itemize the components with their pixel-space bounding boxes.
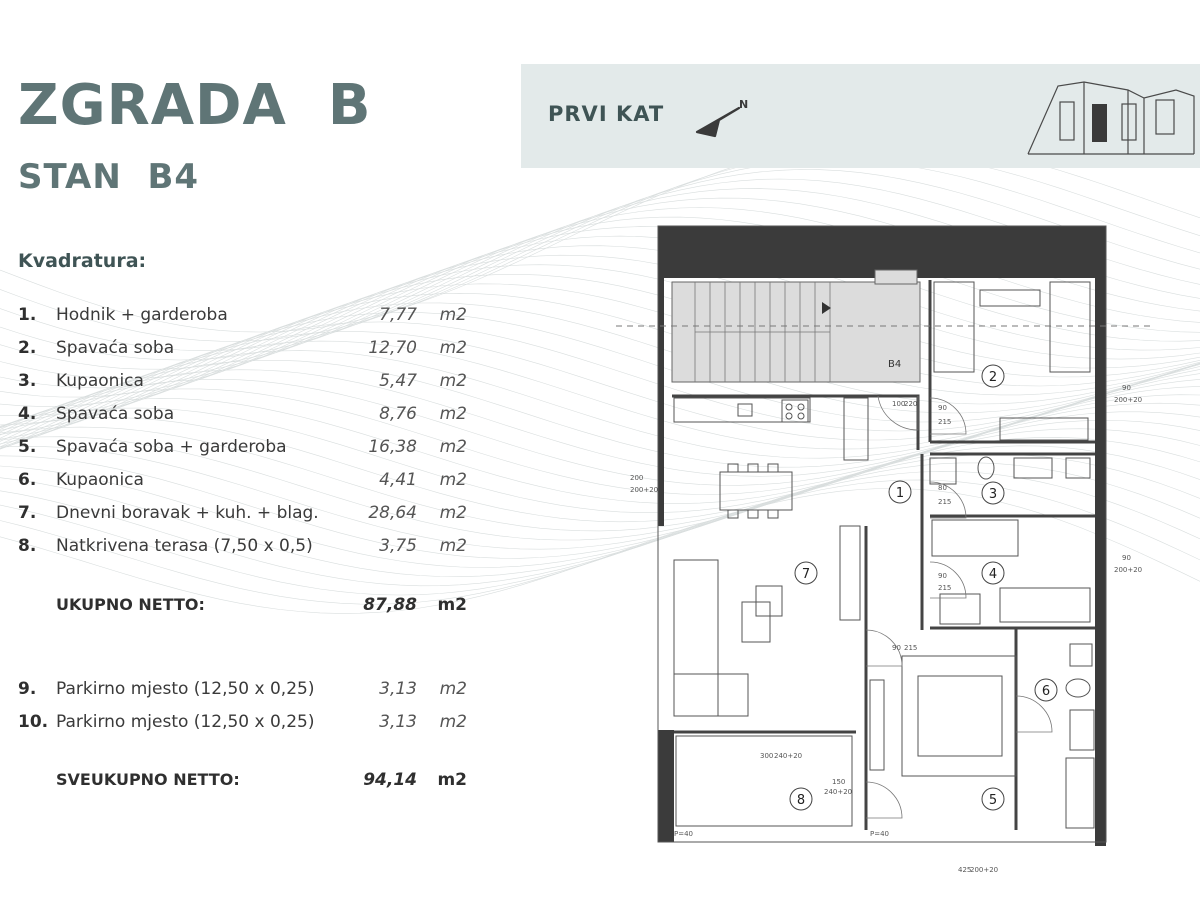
parking-row-10 — [18, 712, 473, 742]
room-name: Parkirno mjesto (12,50 x 0,25) — [56, 679, 315, 699]
room-name: Kupaonica — [56, 470, 144, 490]
dim-label: 90 — [1122, 554, 1131, 562]
dim-label: 90 — [938, 572, 947, 580]
room-row-3 — [18, 371, 473, 401]
dim-label: 200+20 — [630, 486, 659, 494]
room-unit: m2 — [439, 437, 467, 457]
building-key-plan-icon — [1026, 76, 1198, 156]
room-name: Dnevni boravak + kuh. + blag. — [56, 503, 319, 523]
room-number: 1. — [18, 305, 37, 325]
dim-label: 300 — [760, 752, 774, 760]
room-area: 16,38 — [368, 437, 417, 457]
building-title: ZGRADA B — [18, 73, 372, 138]
dim-label: 80 — [938, 484, 947, 492]
dim-label: 90 — [938, 404, 947, 412]
room-row-2 — [18, 338, 473, 368]
room-number: 8. — [18, 536, 37, 556]
net-total-value: 87,88 — [363, 595, 417, 615]
floor-label: PRVI KAT — [548, 102, 665, 126]
room-area: 7,77 — [379, 305, 417, 325]
room-number: 4. — [18, 404, 37, 424]
unit-tag: B4 — [888, 359, 902, 370]
room-number: 7. — [18, 503, 37, 523]
room-area: 28,64 — [368, 503, 417, 523]
dim-label: 215 — [938, 584, 952, 592]
dim-label: 100 — [892, 400, 906, 408]
room-number: 6. — [18, 470, 37, 490]
grand-total-label: SVEUKUPNO NETTO: — [56, 770, 240, 789]
room-number-label: 7 — [801, 567, 811, 582]
room-number-label: 8 — [796, 793, 806, 808]
room-name: Hodnik + garderoba — [56, 305, 228, 325]
net-total-row — [18, 595, 473, 625]
room-row-5 — [18, 437, 473, 467]
grand-total-unit: m2 — [437, 770, 467, 790]
room-name: Spavaća soba — [56, 404, 175, 424]
room-area: 5,47 — [379, 371, 417, 391]
room-number: 2. — [18, 338, 37, 358]
dim-label: P=40 — [674, 830, 693, 838]
dim-label: 200 — [630, 474, 644, 482]
room-unit: m2 — [439, 305, 467, 325]
dim-label: 90 — [892, 644, 901, 652]
dim-label: 425 — [958, 866, 972, 874]
dim-label: 215 — [938, 498, 952, 506]
room-unit: m2 — [439, 536, 467, 556]
room-row-1 — [18, 305, 473, 335]
room-row-7 — [18, 503, 473, 533]
room-number: 9. — [18, 679, 37, 699]
floor-banner — [521, 64, 1200, 168]
room-row-6 — [18, 470, 473, 500]
north-arrow-icon — [693, 96, 753, 140]
room-row-4 — [18, 404, 473, 434]
dim-label: 240+20 — [824, 788, 853, 796]
dim-label: 215 — [938, 418, 952, 426]
area-heading: Kvadratura: — [18, 250, 147, 272]
room-area: 4,41 — [379, 470, 417, 490]
room-number-label: 1 — [895, 486, 905, 501]
dim-label: P=40 — [870, 830, 889, 838]
net-total-unit: m2 — [437, 595, 467, 615]
room-unit: m2 — [439, 712, 467, 732]
room-unit: m2 — [439, 404, 467, 424]
room-name: Parkirno mjesto (12,50 x 0,25) — [56, 712, 315, 732]
room-number-label: 4 — [988, 567, 998, 582]
room-unit: m2 — [439, 371, 467, 391]
room-number-label: 3 — [988, 487, 998, 502]
room-unit: m2 — [439, 338, 467, 358]
room-name: Spavaća soba + garderoba — [56, 437, 287, 457]
grand-total-value: 94,14 — [363, 770, 417, 790]
room-number: 3. — [18, 371, 37, 391]
room-area: 8,76 — [379, 404, 417, 424]
doors — [866, 396, 1052, 818]
net-total-label: UKUPNO NETTO: — [56, 595, 205, 614]
dim-label: 200+20 — [970, 866, 999, 874]
room-unit: m2 — [439, 470, 467, 490]
room-name: Natkrivena terasa (7,50 x 0,5) — [56, 536, 313, 556]
room-area: 3,13 — [379, 712, 417, 732]
room-name: Spavaća soba — [56, 338, 175, 358]
room-number-label: 5 — [988, 793, 998, 808]
apartment-title: STAN B4 — [18, 157, 200, 197]
north-letter: N — [739, 98, 749, 111]
room-area: 3,13 — [379, 679, 417, 699]
room-number-label: 2 — [988, 370, 998, 385]
room-area: 3,75 — [379, 536, 417, 556]
dim-label: 220 — [904, 400, 918, 408]
dim-label: 200+20 — [1114, 566, 1143, 574]
room-number: 10. — [18, 712, 49, 732]
room-number: 5. — [18, 437, 37, 457]
dim-label: 150 — [832, 778, 846, 786]
dim-label: 200+20 — [1114, 396, 1143, 404]
dim-label: 90 — [1122, 384, 1131, 392]
room-name: Kupaonica — [56, 371, 144, 391]
room-area: 12,70 — [368, 338, 417, 358]
room-unit: m2 — [439, 679, 467, 699]
dim-label: 215 — [904, 644, 918, 652]
grand-total-row — [18, 770, 473, 800]
parking-row-9 — [18, 679, 473, 709]
room-number-label: 6 — [1041, 684, 1051, 699]
room-row-8 — [18, 536, 473, 566]
room-unit: m2 — [439, 503, 467, 523]
dim-label: 240+20 — [774, 752, 803, 760]
highlighted-unit — [1092, 104, 1107, 142]
floor-plan-diagram — [600, 210, 1160, 900]
